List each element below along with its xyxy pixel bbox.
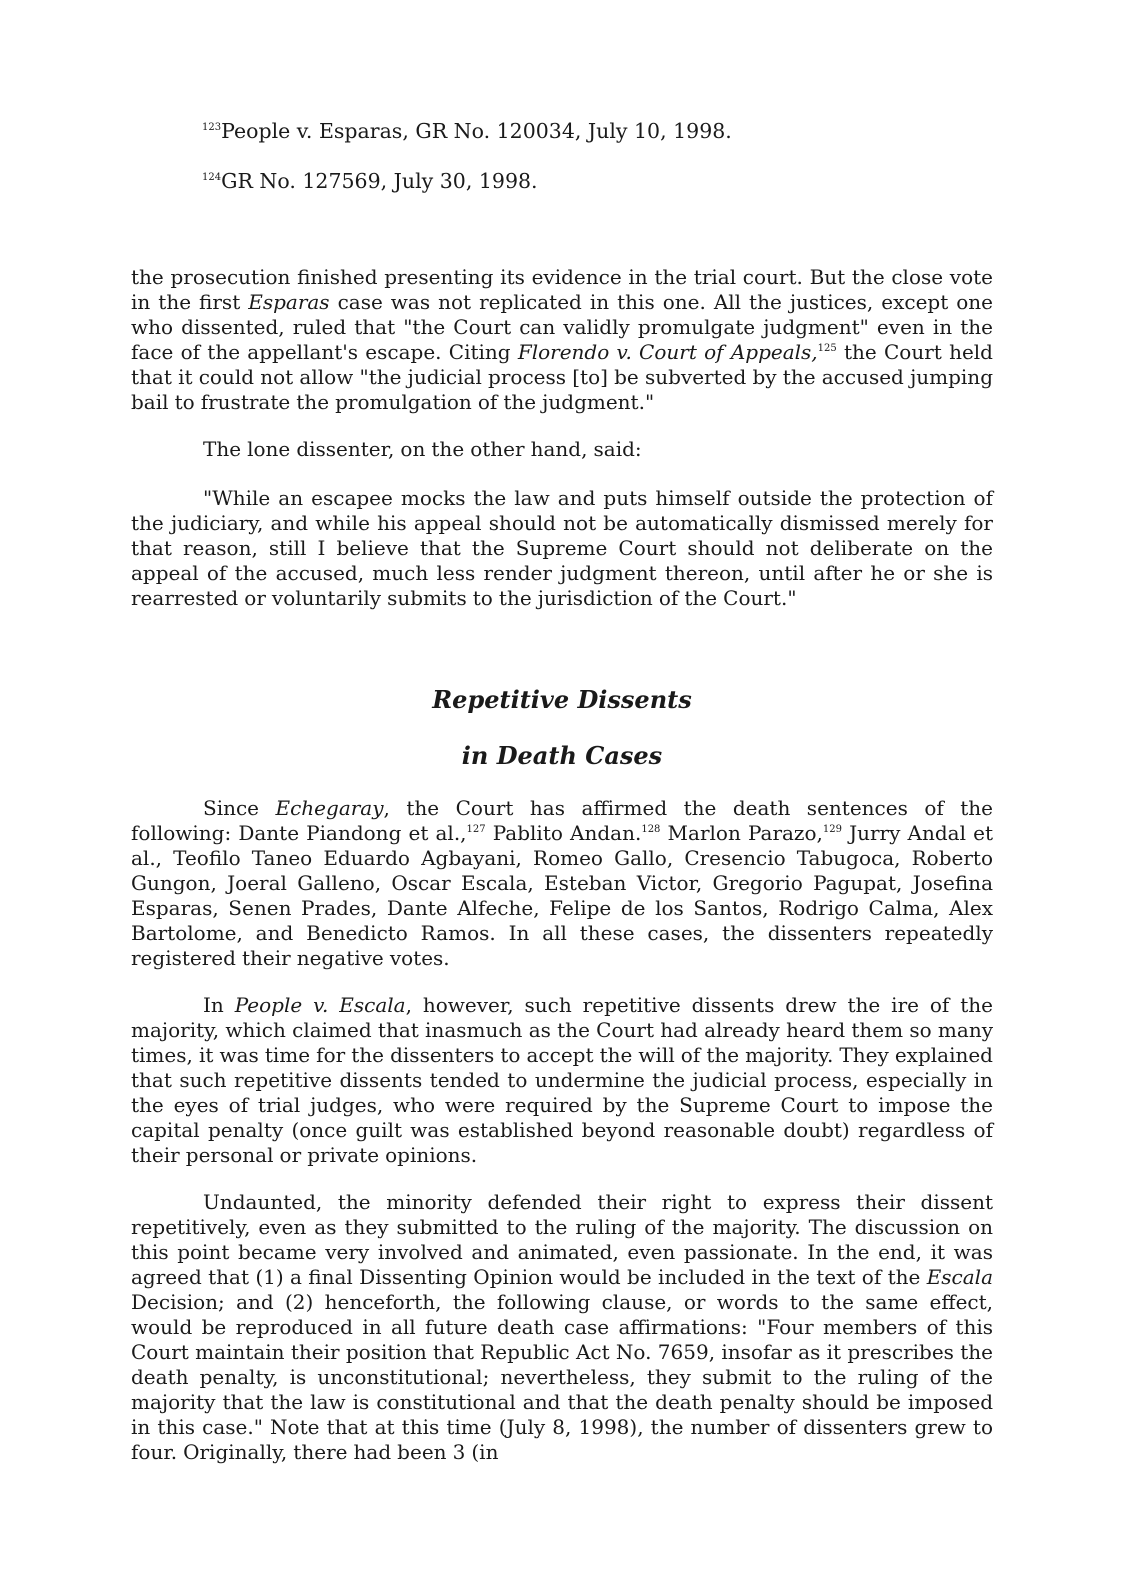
footnote-ref: 128	[641, 824, 661, 835]
text-run: , the Court has affirmed the death sentences of the following: Dante Piandong et al.,	[131, 796, 993, 845]
footnote-124	[202, 169, 538, 194]
paragraph-undaunted	[131, 1190, 993, 1465]
text-run: The lone dissenter, on the other hand, said:	[203, 437, 642, 461]
footnote-text: People v. Esparas, GR No. 120034, July 10, 1998.	[221, 119, 732, 143]
text-run: Undaunted, the minority defended their right to express their dissent repetitively, even as they submitted to the ruling of the majority. The discussion on this point became very involved and animated, even passionate. In the end, it was agreed that (1) a final Dissenting Opinion would be included in the text of the	[131, 1190, 993, 1289]
text-run: Jurry Andal et al., Teofilo Taneo Eduardo Agbayani, Romeo Gallo, Cresencio Tabugoca, Roberto Gungon, Joeral Galleno, Oscar Escala, Esteban Victor, Gregorio Pagupat, Josefina Esparas, Senen Prades, Dante Alfeche, Felipe de los Santos, Rodrigo Calma, Alex Bartolome, and Benedicto Ramos. In all these cases, the dissenters repeatedly registered their negative votes.	[131, 821, 993, 970]
section-heading-line-1: Repetitive Dissents	[432, 685, 692, 714]
text-run: case was not replicated in this one. All the justices, except one who dissented, ruled that "the Court can validly promulgate judgment" even in the face of the appellant's escape. Citing	[131, 290, 993, 364]
quote-paragraph	[131, 486, 993, 611]
footnote-ref: 127	[466, 824, 486, 835]
case-name-italic: Escala	[926, 1265, 993, 1289]
text-run: Marlon Parazo,	[660, 821, 823, 845]
text-run: the prosecution finished presenting its evidence in the trial court. But the close vote in the first	[131, 265, 993, 314]
paragraph-echegaray	[131, 796, 993, 971]
text-run: the Court held that it could not allow "the judicial process [to] be subverted by the accused jumping bail to frustrate the promulgation of the judgment."	[131, 340, 993, 414]
footnote-ref: 129	[822, 824, 842, 835]
text-run: Decision; and (2) henceforth, the following clause, or words to the same effect, would be reproduced in all future death case affirmations: "Four members of this Court maintain their position that Republic Act No. 7659, insofar as it prescribes the death penalty, is unconstitutional; nevertheless, they submit to the ruling of the majority that the law is constitutional and that the death penalty should be imposed in this case." Note that at this time (July 8, 1998), the number of dissenters grew to four. Originally, there had been 3 (in	[131, 1290, 993, 1464]
case-name-italic: Echegaray	[275, 796, 384, 820]
footnote-number: 124	[202, 172, 222, 183]
footnote-123	[202, 119, 732, 144]
case-name-italic: Florendo v. Court of Appeals,	[517, 340, 818, 364]
footnote-text: GR No. 127569, July 30, 1998.	[221, 169, 538, 193]
footnote-ref: 125	[817, 343, 837, 354]
text-run: Since	[203, 796, 276, 820]
case-name-italic: People v. Escala	[234, 993, 406, 1017]
paragraph-prosecution	[131, 265, 993, 415]
footnote-number: 123	[202, 122, 222, 133]
paragraph-lone-dissenter	[131, 437, 993, 462]
case-name-italic: Esparas	[248, 290, 330, 314]
quote-text: "While an escapee mocks the law and puts himself outside the protection of the judiciary, and while his appeal should not be automatically dismissed merely for that reason, still I believe that the Supreme Court should not deliberate on the appeal of the accused, much less render judgment thereon, until after he or she is rearrested or voluntarily submits to the jurisdiction of the Court."	[131, 486, 993, 610]
text-run: , however, such repetitive dissents drew the ire of the majority, which claimed that inasmuch as the Court had already heard them so many times, it was time for the dissenters to accept the will of the majority. They explained that such repetitive dissents tended to undermine the judicial process, especially in the eyes of trial judges, who were required by the Supreme Court to impose the capital penalty (once guilt was established beyond reasonable doubt) regardless of their personal or private opinions.	[131, 993, 993, 1167]
text-run: Pablito Andan.	[485, 821, 642, 845]
paragraph-escala	[131, 993, 993, 1168]
section-heading-line-2: in Death Cases	[461, 741, 663, 770]
text-run: In	[203, 993, 235, 1017]
